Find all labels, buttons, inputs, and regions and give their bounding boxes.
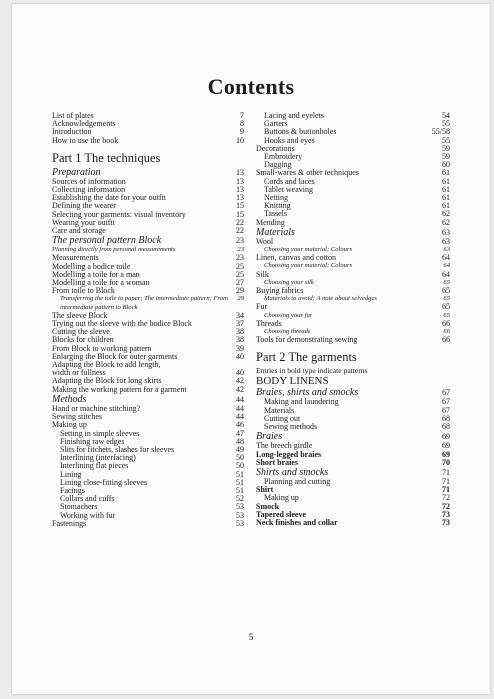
entry-title: width or fullness bbox=[52, 369, 106, 378]
entry-title: Lining close-fitting sleeves bbox=[60, 478, 148, 487]
entry-page-number: 15 bbox=[236, 201, 244, 211]
entry-title: Neck finishes and collar bbox=[256, 518, 338, 527]
entry-title: Tools for demonstrating sewing bbox=[256, 336, 358, 345]
toc-entry bbox=[52, 186, 244, 194]
section-heading bbox=[256, 387, 450, 398]
toc-entry bbox=[52, 471, 244, 479]
toc-entry bbox=[52, 369, 244, 377]
toc-entry bbox=[256, 262, 450, 270]
entry-page-number: 51 bbox=[236, 469, 244, 479]
toc-entry bbox=[52, 137, 244, 145]
entry-page-number: 49 bbox=[236, 444, 244, 454]
toc-entry bbox=[52, 462, 244, 470]
entry-title: Materials bbox=[264, 406, 295, 415]
toc-entry bbox=[256, 161, 450, 169]
entry-title: Defining the wearer bbox=[52, 202, 116, 211]
section-page-number: 13 bbox=[236, 167, 244, 177]
toc-entry bbox=[52, 227, 244, 235]
toc-entry bbox=[52, 377, 244, 385]
toc-entry bbox=[256, 178, 450, 186]
toc-entry bbox=[256, 137, 450, 145]
entry-title: Buying fabrics bbox=[256, 287, 304, 296]
entry-title: Interlining flat pieces bbox=[60, 462, 129, 471]
entry-title: Choosing your silk bbox=[264, 278, 314, 286]
entry-page-number: 13 bbox=[236, 185, 244, 195]
toc-entry bbox=[52, 487, 244, 495]
entry-page-number: 44 bbox=[236, 403, 244, 413]
section-title: Braies bbox=[256, 431, 283, 443]
toc-entry bbox=[256, 210, 450, 218]
entry-page-number: 51 bbox=[236, 485, 244, 495]
toc-entry bbox=[52, 438, 244, 446]
toc-entry bbox=[52, 194, 244, 202]
entry-title: Cutting out bbox=[264, 414, 301, 423]
entry-page-number: 25 bbox=[236, 269, 244, 279]
toc-entry bbox=[52, 353, 244, 361]
section-page-number: 23 bbox=[236, 236, 244, 246]
toc-entry bbox=[52, 295, 244, 311]
entry-title: Finishing raw edges bbox=[60, 437, 125, 446]
entry-title: Setting in simple sleeves bbox=[60, 429, 140, 438]
entry-title: Tapered sleeve bbox=[256, 510, 306, 519]
contents-left-column bbox=[52, 112, 244, 528]
section-title: Braies, shirts and smocks bbox=[256, 387, 359, 399]
section-title: Preparation bbox=[52, 166, 101, 178]
entry-title: Working with fur bbox=[60, 511, 116, 520]
entry-page-number: 50 bbox=[236, 453, 244, 463]
toc-entry bbox=[52, 254, 244, 262]
toc-entry bbox=[52, 120, 244, 128]
toc-entry bbox=[256, 287, 450, 295]
entry-page-number: 65 bbox=[443, 311, 450, 319]
entry-page-number: 62 bbox=[442, 217, 450, 227]
toc-entry bbox=[256, 503, 450, 511]
entry-page-number: 52 bbox=[236, 494, 244, 504]
entry-page-number: 71 bbox=[442, 485, 450, 495]
toc-entry bbox=[52, 211, 244, 219]
entry-title: Embroidery bbox=[264, 153, 303, 162]
entry-page-number: 22 bbox=[236, 217, 244, 227]
section-page-number: 63 bbox=[442, 227, 450, 237]
entry-title: Short braies bbox=[256, 458, 298, 467]
entry-page-number: 34 bbox=[236, 310, 244, 320]
bold-entries-note: Entries in bold type indicate patterns bbox=[256, 366, 368, 376]
entry-title: Tassels bbox=[264, 210, 287, 219]
entry-page-number: 66 bbox=[442, 318, 450, 328]
toc-entry bbox=[52, 219, 244, 227]
toc-entry bbox=[256, 112, 450, 120]
contents-right-column bbox=[256, 112, 450, 527]
entry-title: Making up bbox=[52, 421, 87, 430]
entry-title: List of plates bbox=[52, 112, 94, 120]
entry-page-number: 23 bbox=[237, 246, 244, 254]
entry-title: Small-wares & other techniques bbox=[256, 169, 359, 178]
entry-title: Materials to avoid; A note about selvedges bbox=[264, 295, 377, 303]
toc-entry bbox=[256, 407, 450, 415]
entry-page-number: 53 bbox=[236, 502, 244, 512]
toc-entry bbox=[52, 336, 244, 344]
toc-entry bbox=[256, 295, 450, 303]
entry-title: Modelling a bodice toile bbox=[52, 262, 131, 271]
entry-title: Acknowledgements bbox=[52, 120, 116, 129]
entry-page-number: 27 bbox=[236, 278, 244, 288]
entry-title: Decorations bbox=[256, 144, 295, 153]
toc-entry bbox=[52, 263, 244, 271]
toc-entry bbox=[52, 479, 244, 487]
entry-title: Enlarging the Block for outer garments bbox=[52, 352, 178, 361]
entry-title: Knitting bbox=[264, 202, 291, 211]
entry-page-number: 67 bbox=[442, 397, 450, 407]
toc-entry bbox=[52, 202, 244, 210]
entry-page-number: 42 bbox=[236, 384, 244, 394]
entry-page-number: 39 bbox=[236, 343, 244, 353]
entry-page-number: 29 bbox=[237, 295, 244, 303]
toc-entry bbox=[52, 312, 244, 320]
entry-title: Adapting the Block to add length, bbox=[52, 361, 161, 370]
entry-page-number: 54 bbox=[442, 111, 450, 120]
toc-entry bbox=[52, 446, 244, 454]
entry-page-number: 63 bbox=[442, 236, 450, 246]
toc-entry bbox=[256, 328, 450, 336]
toc-entry bbox=[256, 320, 450, 328]
entry-title: The sleeve Block bbox=[52, 311, 108, 320]
entry-page-number: 7 bbox=[240, 111, 244, 120]
entry-page-number: 23 bbox=[236, 253, 244, 263]
toc-entry bbox=[52, 320, 244, 328]
toc-entry bbox=[256, 486, 450, 494]
toc-entry bbox=[256, 459, 450, 467]
entry-title: Choosing your fur bbox=[264, 311, 313, 319]
toc-entry bbox=[256, 303, 450, 311]
section-heading bbox=[52, 235, 244, 246]
entry-page-number: 13 bbox=[236, 193, 244, 203]
entry-title: Threads bbox=[256, 319, 282, 328]
entry-title: Lacing and eyelets bbox=[264, 112, 324, 120]
toc-entry bbox=[52, 128, 244, 136]
section-title: Shirts and smocks bbox=[256, 466, 329, 478]
entry-title: Dagging bbox=[264, 161, 292, 170]
section-heading bbox=[256, 431, 450, 442]
entry-page-number: 46 bbox=[236, 420, 244, 430]
section-heading bbox=[52, 394, 244, 405]
entry-page-number: 29 bbox=[236, 286, 244, 296]
toc-entry bbox=[52, 287, 244, 295]
entry-page-number: 69 bbox=[442, 441, 450, 451]
entry-page-number: 44 bbox=[236, 412, 244, 422]
entry-title: Tablet weaving bbox=[264, 185, 313, 194]
toc-entry bbox=[256, 511, 450, 519]
section-title: The personal pattern Block bbox=[52, 235, 162, 247]
entry-page-number: 73 bbox=[442, 517, 450, 527]
entry-title: The breech girdle bbox=[256, 442, 313, 451]
toc-entry bbox=[52, 279, 244, 287]
entry-page-number: 55/58 bbox=[431, 127, 450, 137]
entry-page-number: 55 bbox=[442, 135, 450, 145]
entry-page-number: 47 bbox=[236, 428, 244, 438]
section-page-number: 69 bbox=[442, 432, 450, 442]
toc-entry bbox=[52, 345, 244, 353]
toc-entry bbox=[256, 186, 450, 194]
entry-title: Planning directly from personal measurements bbox=[52, 246, 176, 254]
section-heading bbox=[256, 227, 450, 238]
toc-entry bbox=[52, 413, 244, 421]
entry-page-number: 61 bbox=[442, 168, 450, 178]
entry-title: Long-legged braies bbox=[256, 450, 322, 459]
section-heading bbox=[52, 167, 244, 178]
entry-title: Smock bbox=[256, 502, 280, 511]
toc-entry bbox=[52, 361, 244, 369]
entry-page-number: 48 bbox=[236, 436, 244, 446]
entry-page-number: 59 bbox=[442, 143, 450, 153]
section-title: Methods bbox=[52, 393, 87, 405]
entry-title: Transferring the toile to paper; The intermediate pattern; From intermediate pattern to Block bbox=[60, 295, 228, 311]
toc-entry bbox=[52, 430, 244, 438]
toc-entry bbox=[52, 328, 244, 336]
entry-page-number: 38 bbox=[236, 327, 244, 337]
entry-title: Cutting the sleeve bbox=[52, 328, 110, 337]
toc-entry bbox=[256, 442, 450, 450]
entry-title: Sewing methods bbox=[264, 423, 318, 432]
toc-entry bbox=[256, 279, 450, 287]
entry-title: Care and storage bbox=[52, 227, 106, 236]
toc-entry bbox=[256, 202, 450, 210]
section-heading bbox=[256, 467, 450, 478]
entry-page-number: 60 bbox=[442, 160, 450, 170]
entry-title: Establishing the date for your outfit bbox=[52, 194, 166, 203]
entry-title: Modelling a toile for a man bbox=[52, 270, 140, 279]
section-page-number: 67 bbox=[442, 388, 450, 398]
toc-entry bbox=[256, 336, 450, 344]
section-title: Materials bbox=[256, 226, 295, 238]
toc-entry bbox=[256, 169, 450, 177]
entry-page-number: 62 bbox=[442, 209, 450, 219]
entry-page-number: 55 bbox=[442, 119, 450, 129]
toc-entry bbox=[52, 421, 244, 429]
toc-entry bbox=[256, 494, 450, 502]
entry-page-number: 63 bbox=[443, 246, 450, 254]
toc-entry bbox=[256, 451, 450, 459]
entry-title: From toile to Block bbox=[52, 287, 115, 296]
category-heading: BODY LINENS bbox=[256, 375, 329, 388]
entry-title: Buttons & buttonholes bbox=[264, 128, 337, 137]
entry-title: Making up bbox=[264, 494, 299, 503]
entry-page-number: 53 bbox=[236, 510, 244, 520]
entry-page-number: 10 bbox=[236, 135, 244, 145]
entry-page-number: 61 bbox=[442, 184, 450, 194]
entry-title: Collecting information bbox=[52, 186, 126, 195]
toc-entry bbox=[52, 512, 244, 520]
entry-title: Cords and laces bbox=[264, 177, 315, 186]
entry-page-number: 25 bbox=[236, 261, 244, 271]
entry-title: Stomachers bbox=[60, 503, 98, 512]
entry-page-number: 13 bbox=[236, 176, 244, 186]
toc-entry bbox=[256, 219, 450, 227]
section-page-number: 71 bbox=[442, 467, 450, 477]
toc-entry bbox=[256, 519, 450, 527]
part-heading: Part 1 The techniques bbox=[52, 150, 161, 165]
toc-entry bbox=[52, 495, 244, 503]
entry-page-number: 59 bbox=[442, 152, 450, 162]
entry-page-number: 67 bbox=[442, 405, 450, 415]
entry-page-number: 68 bbox=[442, 422, 450, 432]
entry-title: Garters bbox=[264, 120, 288, 129]
entry-page-number: 9 bbox=[240, 127, 244, 137]
entry-title: Silk bbox=[256, 270, 269, 279]
entry-page-number: 22 bbox=[236, 226, 244, 236]
entry-title: How to use the book bbox=[52, 136, 119, 145]
entry-page-number: 40 bbox=[236, 368, 244, 378]
toc-entry bbox=[256, 238, 450, 246]
entry-title: Blocks for children bbox=[52, 336, 114, 345]
entry-title: Sewing stitches bbox=[52, 413, 102, 422]
toc-entry bbox=[52, 386, 244, 394]
entry-title: Making and laundering bbox=[264, 398, 339, 407]
entry-title: Slits for fitchets, slashes for sleeves bbox=[60, 445, 175, 454]
entry-page-number: 61 bbox=[442, 176, 450, 186]
entry-title: Choosing your material; Colours bbox=[264, 246, 353, 254]
entry-page-number: 68 bbox=[442, 413, 450, 423]
toc-entry bbox=[52, 405, 244, 413]
toc-entry bbox=[52, 271, 244, 279]
toc-entry bbox=[256, 145, 450, 153]
entry-page-number: 65 bbox=[443, 278, 450, 286]
toc-entry bbox=[256, 312, 450, 320]
entry-page-number: 51 bbox=[236, 477, 244, 487]
entry-page-number: 72 bbox=[442, 493, 450, 503]
toc-entry bbox=[256, 423, 450, 431]
entry-title: Planning and cutting bbox=[264, 477, 331, 486]
entry-title: Interlining (interfacing) bbox=[60, 454, 136, 463]
toc-entry bbox=[52, 246, 244, 254]
entry-page-number: 73 bbox=[442, 509, 450, 519]
section-page-number: 44 bbox=[236, 394, 244, 404]
toc-entry bbox=[256, 194, 450, 202]
entry-page-number: 66 bbox=[442, 335, 450, 345]
entry-page-number: 53 bbox=[236, 518, 244, 528]
entry-title: Modelling a toile for a woman bbox=[52, 279, 150, 288]
entry-page-number: 61 bbox=[442, 193, 450, 203]
entry-title: Mending bbox=[256, 218, 285, 227]
toc-entry bbox=[52, 520, 244, 528]
page-title: Contents bbox=[207, 74, 295, 99]
entry-page-number: 61 bbox=[442, 201, 450, 211]
toc-entry bbox=[256, 415, 450, 423]
entry-title: Choosing your material; Colours bbox=[264, 262, 353, 270]
entry-page-number: 64 bbox=[442, 269, 450, 279]
entry-title: From Block to working pattern bbox=[52, 344, 152, 353]
entry-page-number: 70 bbox=[442, 457, 450, 467]
toc-entry bbox=[256, 153, 450, 161]
entry-page-number: 65 bbox=[442, 302, 450, 312]
entry-page-number: 40 bbox=[236, 351, 244, 361]
entry-page-number: 8 bbox=[240, 119, 244, 129]
entry-title: Wool bbox=[256, 237, 274, 246]
entry-page-number: 72 bbox=[442, 501, 450, 511]
toc-entry bbox=[52, 112, 244, 120]
part-heading: Part 2 The garments bbox=[256, 350, 357, 365]
entry-page-number: 64 bbox=[443, 262, 450, 270]
entry-title: Collars and cuffs bbox=[60, 495, 115, 504]
entry-page-number: 65 bbox=[442, 286, 450, 296]
toc-entry bbox=[256, 271, 450, 279]
entry-title: Hand or machine stitching? bbox=[52, 404, 141, 413]
entry-page-number: 15 bbox=[236, 209, 244, 219]
toc-entry bbox=[52, 454, 244, 462]
entry-page-number: 37 bbox=[236, 319, 244, 329]
entry-title: Introduction bbox=[52, 128, 92, 137]
entry-title: Fastenings bbox=[52, 519, 87, 528]
entry-title: Sources of information bbox=[52, 177, 126, 186]
entry-title: Making the working pattern for a garment bbox=[52, 385, 187, 394]
entry-title: Facings bbox=[60, 486, 85, 495]
entry-page-number: 50 bbox=[236, 461, 244, 471]
toc-entry bbox=[52, 503, 244, 511]
entry-title: Lining bbox=[60, 470, 82, 479]
entry-page-number: 65 bbox=[443, 295, 450, 303]
toc-entry bbox=[256, 120, 450, 128]
entry-title: Fur bbox=[256, 303, 268, 312]
entry-title: Wearing your outfit bbox=[52, 218, 115, 227]
toc-entry bbox=[256, 398, 450, 406]
entry-page-number: 42 bbox=[236, 376, 244, 386]
entry-page-number: 69 bbox=[442, 449, 450, 459]
entry-title: Hooks and eyes bbox=[264, 136, 315, 145]
entry-title: Linen, canvas and cotton bbox=[256, 254, 336, 263]
toc-entry bbox=[256, 246, 450, 254]
entry-title: Netting bbox=[264, 194, 288, 203]
entry-title: Trying out the sleeve with the bodice Block bbox=[52, 320, 192, 329]
entry-title: Selecting your garments: visual inventory bbox=[52, 210, 186, 219]
entry-title: Shirt bbox=[256, 486, 274, 495]
toc-entry bbox=[256, 254, 450, 262]
entry-title: Choosing threads bbox=[264, 328, 311, 336]
toc-entry bbox=[256, 478, 450, 486]
entry-title: Adapting the Block for long skirts bbox=[52, 377, 162, 386]
entry-title: Measurements bbox=[52, 254, 99, 263]
entry-page-number: 71 bbox=[442, 476, 450, 486]
toc-entry bbox=[52, 178, 244, 186]
entry-page-number: 66 bbox=[443, 328, 450, 336]
page-number: 5 bbox=[248, 632, 254, 642]
book-page bbox=[12, 4, 490, 694]
entry-page-number: 64 bbox=[442, 253, 450, 263]
entry-page-number: 38 bbox=[236, 335, 244, 345]
toc-entry bbox=[256, 128, 450, 136]
